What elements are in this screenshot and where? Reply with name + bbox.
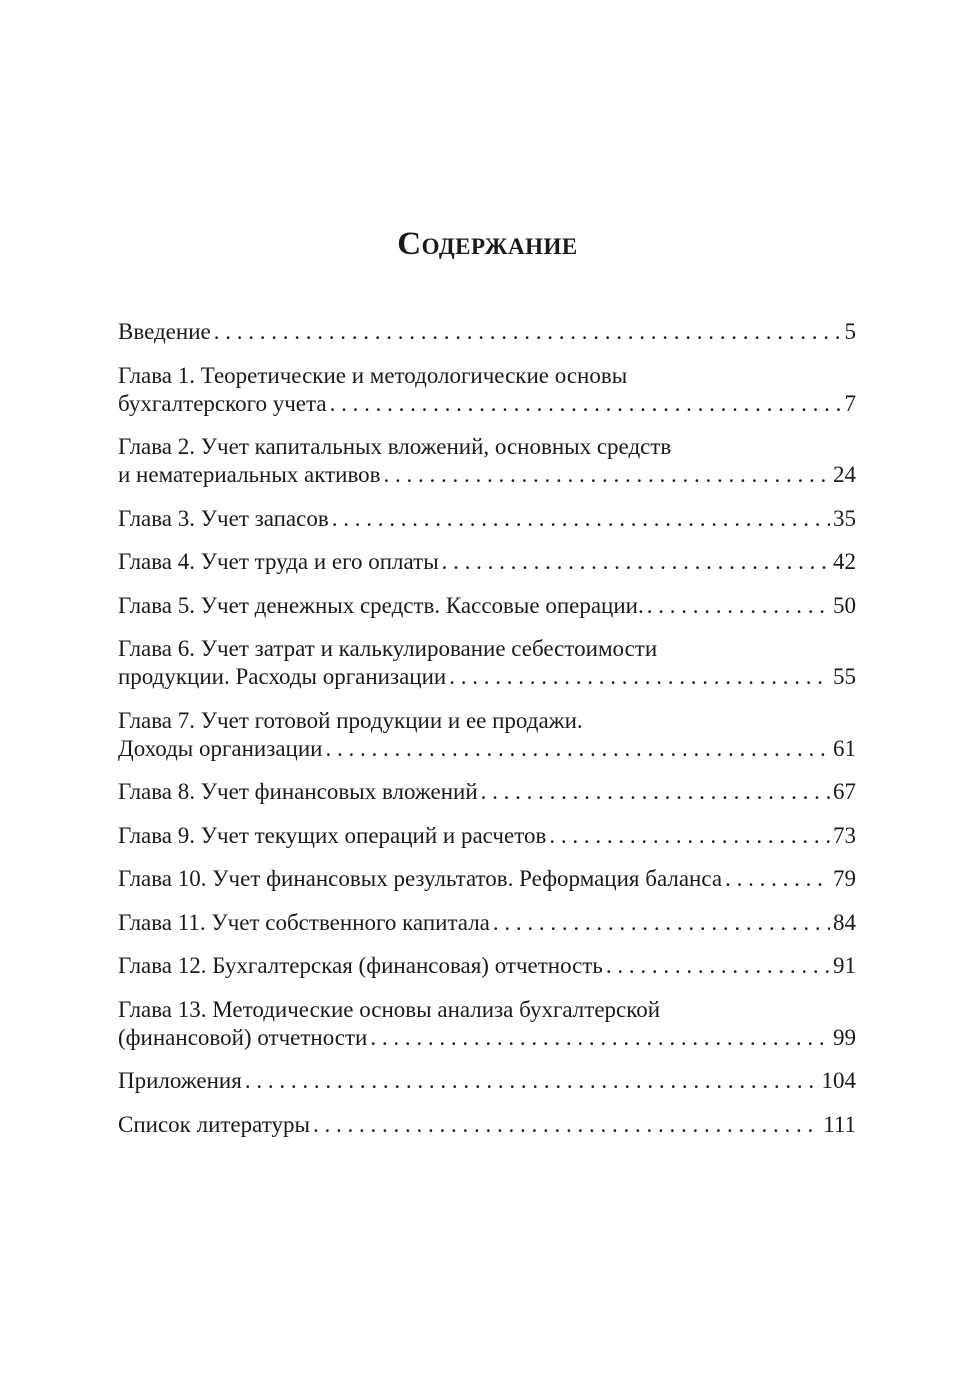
- toc-entry-text: Глава 5. Учет денежных средств. Кассовые операции.: [118, 592, 644, 618]
- toc-entry-text-line1: Глава 6. Учет затрат и калькулирование себестоимости: [118, 636, 658, 661]
- dot-leader: [384, 461, 830, 489]
- table-of-contents: [118, 318, 856, 1154]
- toc-entry-chapter-2: [118, 433, 856, 489]
- toc-entry-chapter-6: [118, 635, 856, 691]
- toc-entry-chapter-10: [118, 865, 856, 893]
- toc-entry-bibliography: [118, 1111, 856, 1139]
- toc-entry-page: 5: [844, 319, 856, 344]
- dot-leader: [449, 663, 830, 691]
- toc-entry-page: 73: [833, 822, 856, 848]
- toc-entry-text-line1: Глава 1. Теоретические и методологические основы: [118, 362, 628, 388]
- toc-entry-text: Глава 10. Учет финансовых результатов. Реформация баланса: [118, 866, 723, 891]
- dot-leader: [214, 318, 842, 346]
- dot-leader: [332, 505, 830, 533]
- toc-entry-chapter-1: [118, 362, 856, 418]
- toc-entry-text: Доходы организации: [118, 735, 323, 761]
- dot-leader: [325, 735, 830, 763]
- toc-entry-text: продукции. Расходы организации: [118, 664, 447, 689]
- dot-leader: [442, 548, 830, 576]
- toc-entry-page: 42: [833, 549, 856, 574]
- toc-entry-page: 99: [833, 1024, 856, 1050]
- toc-entry-text: Список литературы: [118, 1111, 310, 1137]
- toc-entry-page: 7: [844, 390, 856, 416]
- toc-entry-text: Глава 8. Учет финансовых вложений: [118, 779, 478, 804]
- toc-entry-text: Глава 11. Учет собственного капитала: [118, 909, 490, 935]
- toc-entry-text: и нематериальных активов: [118, 462, 381, 487]
- toc-entry-chapter-8: [118, 778, 856, 806]
- toc-entry-chapter-11: [118, 909, 856, 937]
- toc-entry-chapter-9: [118, 822, 856, 850]
- dot-leader: [549, 822, 830, 850]
- toc-entry-page: 91: [833, 953, 856, 978]
- toc-entry-text: Введение: [118, 319, 211, 344]
- toc-entry-chapter-3: [118, 505, 856, 533]
- toc-entry-page: 24: [833, 462, 856, 487]
- toc-entry-text: Глава 4. Учет труда и его оплаты: [118, 549, 439, 574]
- toc-entry-page: 55: [833, 664, 856, 689]
- toc-entry-chapter-12: [118, 952, 856, 980]
- toc-entry-chapter-5: [118, 592, 856, 620]
- toc-entry-text-line1: Глава 13. Методические основы анализа бухгалтерской: [118, 996, 661, 1022]
- toc-entry-appendices: [118, 1067, 856, 1095]
- dot-leader: [606, 952, 830, 980]
- toc-entry-text: Приложения: [118, 1068, 242, 1093]
- dot-leader: [313, 1111, 820, 1139]
- toc-entry-text: Глава 12. Бухгалтерская (финансовая) отчетность: [118, 953, 603, 978]
- dot-leader: [725, 865, 830, 893]
- dot-leader: [647, 592, 830, 620]
- toc-entry-page: 104: [821, 1068, 856, 1093]
- dot-leader: [330, 390, 842, 418]
- page-title: Содержание: [397, 226, 578, 262]
- toc-entry-chapter-7: [118, 707, 856, 763]
- toc-entry-text-line1: Глава 7. Учет готовой продукции и ее продажи.: [118, 707, 583, 733]
- dot-leader: [245, 1067, 819, 1095]
- toc-entry-text: бухгалтерского учета: [118, 390, 327, 416]
- toc-entry-page: 50: [833, 592, 856, 618]
- toc-entry-page: 111: [823, 1111, 856, 1137]
- dot-leader: [481, 778, 830, 806]
- toc-entry-text: Глава 3. Учет запасов: [118, 505, 329, 531]
- toc-entry-page: 35: [833, 505, 856, 531]
- toc-entry-introduction: [118, 318, 856, 346]
- toc-entry-chapter-4: [118, 548, 856, 576]
- toc-entry-page: 67: [833, 779, 856, 804]
- dot-leader: [493, 909, 830, 937]
- toc-entry-page: 79: [833, 866, 856, 891]
- toc-entry-chapter-13: [118, 996, 856, 1052]
- toc-entry-text: Глава 9. Учет текущих операций и расчетов: [118, 822, 547, 848]
- dot-leader: [370, 1024, 830, 1052]
- toc-entry-page: 61: [833, 735, 856, 761]
- toc-entry-text-line1: Глава 2. Учет капитальных вложений, основных средств: [118, 434, 672, 459]
- toc-entry-text: (финансовой) отчетности: [118, 1024, 368, 1050]
- toc-entry-page: 84: [833, 909, 856, 935]
